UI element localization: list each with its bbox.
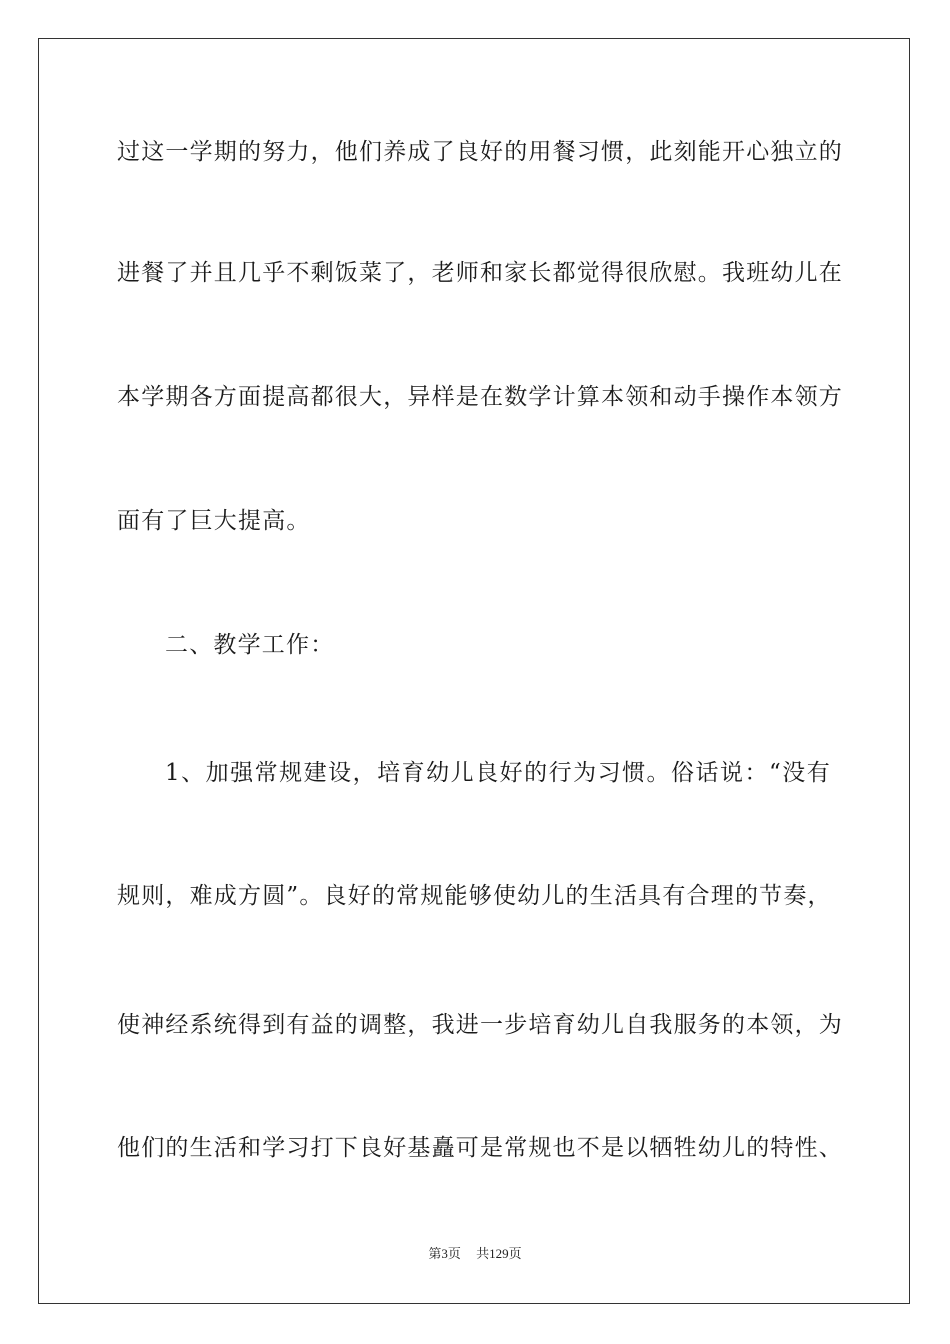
body-line-7: 规则，难成方圆”。良好的常规能够使幼儿的生活具有合理的节奏， [117,883,832,909]
page-footer [0,1245,950,1263]
body-line-2: 进餐了并且几乎不剩饭菜了，老师和家长都觉得很欣慰。我班幼儿在 [117,260,843,286]
body-line-8: 使神经系统得到有益的调整，我进一步培育幼儿自我服务的本领，为 [117,1012,843,1038]
section-heading: 二、教学工作： [165,632,335,658]
page-number: 第3页 [428,1246,461,1261]
body-line-9: 他们的生活和学习打下良好基矗可是常规也不是以牺牲幼儿的特性、 [117,1135,843,1161]
body-line-6: 1、加强常规建设，培育幼儿良好的行为习惯。俗话说：“没有 [165,760,831,786]
body-line-3: 本学期各方面提高都很大，异样是在数学计算本领和动手操作本领方 [117,384,843,410]
body-line-4: 面有了巨大提高。 [117,508,311,534]
page-border [38,38,910,1304]
body-line-1: 过这一学期的努力，他们养成了良好的用餐习惯，此刻能开心独立的 [117,139,843,165]
page-total: 共129页 [476,1246,522,1261]
